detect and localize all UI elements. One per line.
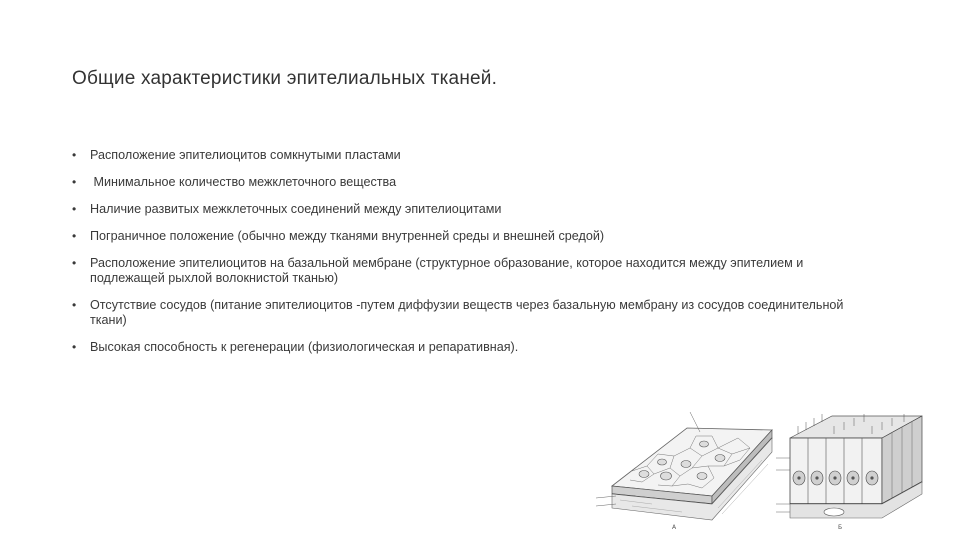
bullet-text: Минимальное количество межклеточного вещества xyxy=(90,175,397,189)
bullet-text: Отсутствие сосудов (питание эпителиоцитов -путем диффузии веществ через базальную мембрану из сосудов соединительной ткани) xyxy=(90,298,844,327)
bullet-item xyxy=(72,298,872,328)
bullet-item xyxy=(72,202,872,217)
bullet-dot: • xyxy=(72,229,77,243)
figure-letter-a: А xyxy=(672,524,677,531)
slide-title: Общие характеристики эпителиальных тканей. xyxy=(72,68,498,89)
bullet-item xyxy=(72,229,872,244)
bullet-dot: • xyxy=(72,340,77,354)
bullet-dot: • xyxy=(72,202,77,216)
bullet-item xyxy=(72,175,872,190)
columnar-epithelium-drawing xyxy=(772,408,928,533)
bullet-dot: • xyxy=(72,256,77,270)
bullet-dot: • xyxy=(72,298,77,312)
bullet-dot: • xyxy=(72,148,77,162)
bullet-item xyxy=(72,340,872,355)
bullet-text: Расположение эпителиоцитов сомкнутыми пластами xyxy=(90,148,401,162)
bullet-text: Высокая способность к регенерации (физиологическая и репаративная). xyxy=(90,340,519,354)
bullet-item xyxy=(72,256,872,286)
bullet-item xyxy=(72,148,872,163)
bullet-text: Пограничное положение (обычно между тканями внутренней среды и внешней средой) xyxy=(90,229,605,243)
bullet-text: Расположение эпителиоцитов на базальной мембране (структурное образование, которое находится между эпителием и подлежащей рыхлой волокнистой тканью) xyxy=(90,256,804,285)
squamous-epithelium-drawing xyxy=(592,408,780,533)
bullet-list xyxy=(72,148,872,367)
figure-letter-b: Б xyxy=(838,524,843,531)
bullet-dot: • xyxy=(72,175,77,189)
bullet-text: Наличие развитых межклеточных соединений между эпителиоцитами xyxy=(90,202,502,216)
